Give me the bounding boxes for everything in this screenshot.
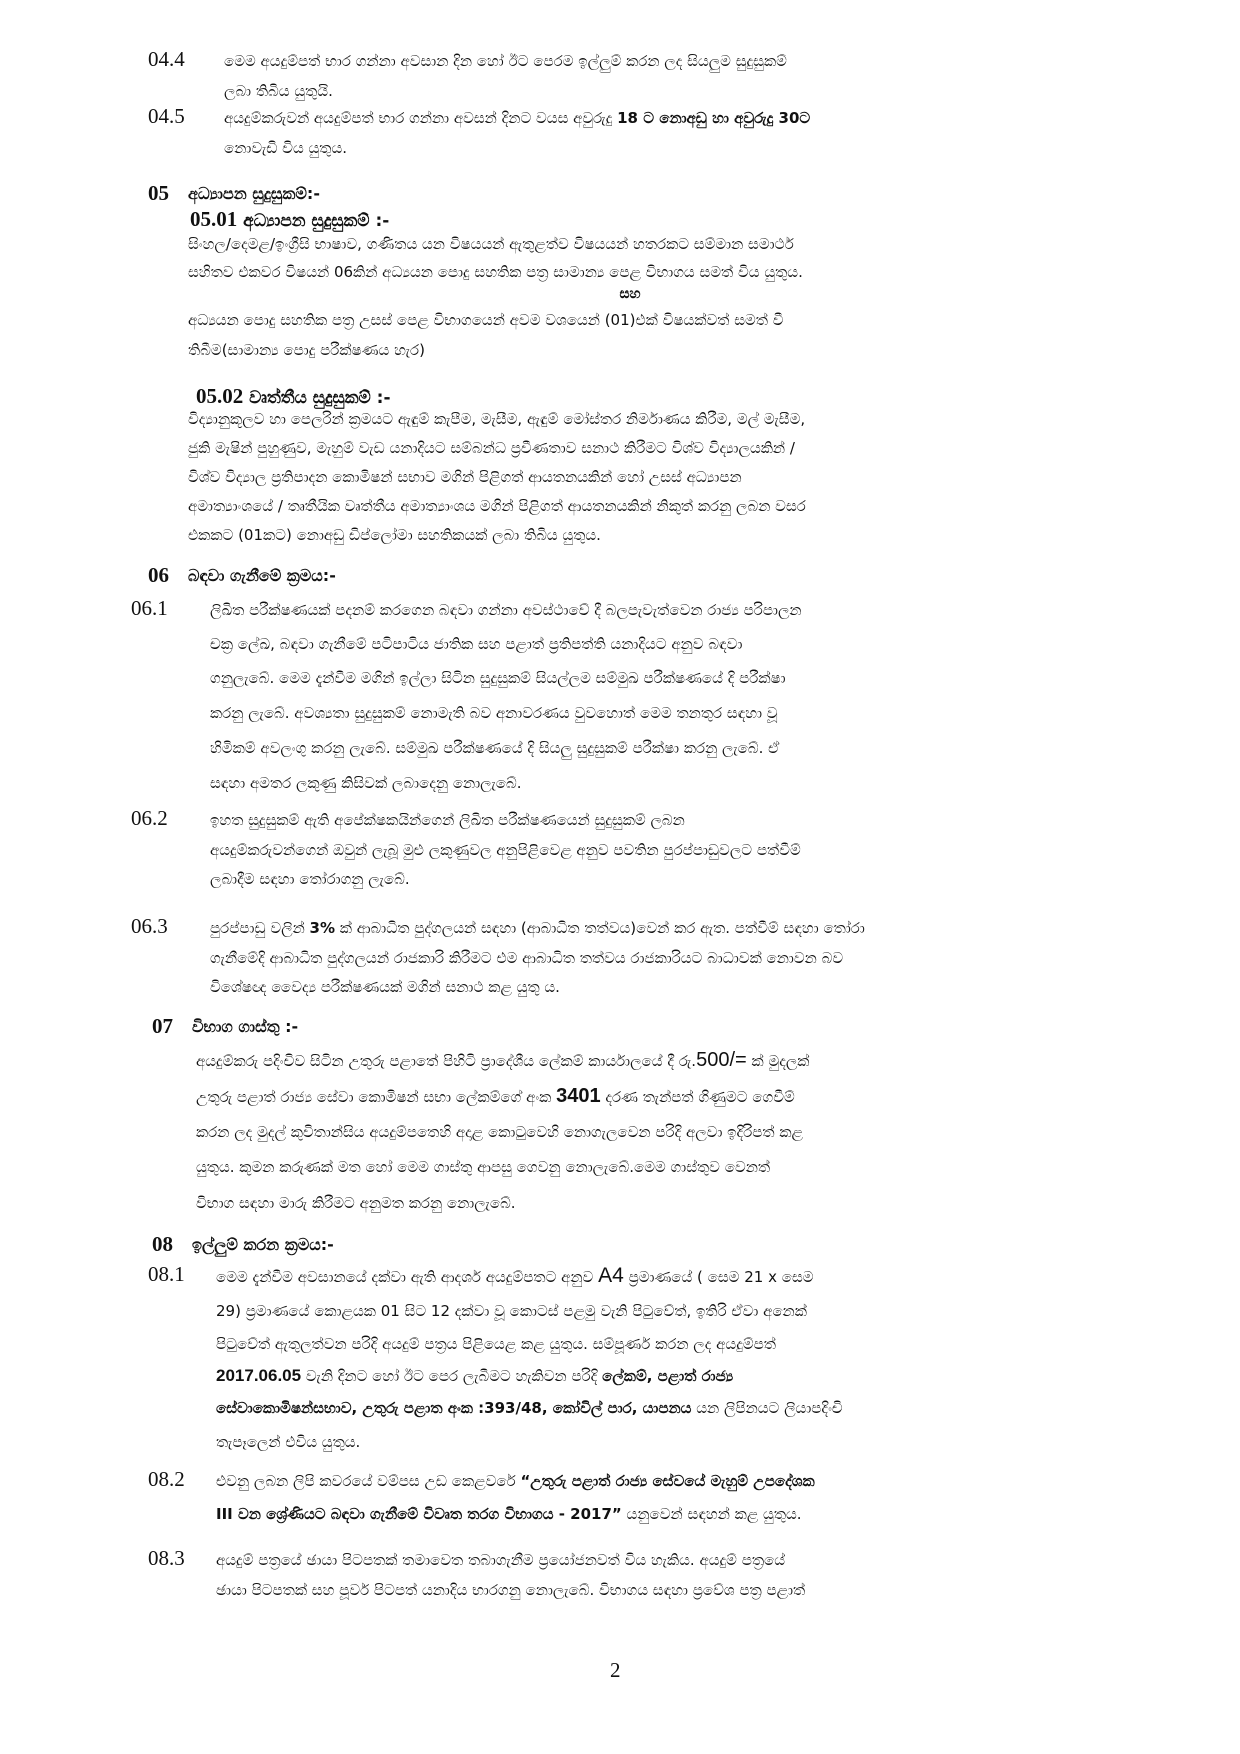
text-run: යනුවෙන් සඳහන් කළ යුතුය. — [621, 1505, 802, 1523]
section-title: බඳවා ගැනීමේ ක්‍රමය:- — [188, 566, 336, 585]
subsection-number: 05.02 — [196, 384, 244, 408]
text-run: මෙම දැන්වීම අවසානයේ දක්වා ඇති ආදර්ශ අයදුම්පතට අනුව — [216, 1268, 599, 1286]
paragraph-06-2-line: අයදුම්කරුවන්ගෙන් ඔවුන් ලැබූ මුළු ලකුණුවල අනුපිළිවෙළ අනුව පවතින පුරප්පාඩුවලට පත්වීම් — [210, 841, 801, 859]
account-number: 3401 — [556, 1085, 601, 1107]
bold-address: සේවාකොමිෂන්සභාව, උතුරු පළාත අංක :393/48, කෝවිල් පාර, යාපනය — [216, 1399, 692, 1417]
paragraph-06-1-line: හිමිකම් අවලංගු කරනු ලැබේ. සම්මුඛ පරීක්ෂණයේ දි සියලු සුදුසුකම් පරීක්ෂා කරනු ලැබේ. ඒ — [210, 739, 780, 757]
envelope-title: “උතුරු පළාත් රාජ්‍ය සේවයේ මැහුම් උපදේශක — [520, 1472, 815, 1490]
paragraph-06-3-line: ගැනීමේදි ආබාධිත පුද්ගලයන් රාජකාරි කිරීමට එම ආබාධිත තත්වය රාජකාරියට බාධාවක් නොවන බව — [210, 949, 844, 967]
paragraph-number: 06.1 — [131, 596, 168, 620]
paragraph-number: 08.3 — [148, 1546, 185, 1570]
exam-fee-line — [196, 1046, 1086, 1075]
paragraph-08-1-line — [216, 1394, 1086, 1422]
education-line: සිංහල/දෙමළ/ඉංග්‍රීසි භාෂාව, ගණිතය යන විෂයයන් ඇතුළත්ව විෂයයන් හතරකට සම්මාන සමාර්ථ — [188, 235, 794, 253]
section-number: 06 — [148, 563, 169, 587]
text-run: අයදුම්කරු පදිංචිව සිටින උතුරු පළාතේ පිහිටි ප්‍රාදේශීය ලේකම් කාර්යාලයේ දී රු. — [196, 1052, 697, 1070]
text-run: උතුරු පළාත් රාජ්‍ය සේවා කොමිෂන් සභා ලේකම්ගේ අංක — [196, 1088, 557, 1106]
paragraph-06-3-line — [210, 914, 1086, 942]
vocational-line: අමාත්‍යාංශයේ / තෘතීයික වෘත්තීය අමාත්‍යාංශය මගින් පිළිගත් ආයතනයකින් නිකුත් කරනු ලබන වසර — [188, 497, 806, 515]
paragraph-08-2-line — [216, 1467, 1086, 1495]
paragraph-number: 06.3 — [131, 914, 168, 938]
paragraph-04-5-line: නොවැඩි විය යුතුය. — [224, 139, 348, 157]
paragraph-08-1-line: තැපෑලෙන් එවිය යුතුය. — [216, 1433, 361, 1451]
paragraph-08-1-line — [216, 1262, 1086, 1291]
paragraph-06-1-line: සඳහා අමතර ලකුණු කිසිවක් ලබාදෙනු නොලැබේ. — [210, 774, 522, 792]
paragraph-08-2-line — [216, 1500, 1086, 1528]
section-number: 05 — [148, 181, 169, 205]
paragraph-06-1-line: ලිඛිත පරීක්ෂණයක් පදනම් කරගෙන බඳවා ගන්නා අවස්ථාවේ දී බලපැවැත්වෙන රාජ්‍ය පරිපාලන — [210, 601, 802, 619]
vocational-line: එකකට (01කට) නොඅඩු ඩිප්ලෝමා සහතිකයක් ලබා තිබිය යුතුය. — [188, 526, 601, 544]
paragraph-06-2-line: ඉහත සුදුසුකම් ඇති අපේක්ෂකයින්ගෙන් ලිඛිත පරීක්ෂණයෙන් සුදුසුකම් ලබන — [210, 811, 685, 829]
paragraph-08-3-line: අයදුම් පත්‍රයේ ඡායා පිටපතක් තමාවෙත තබාගැනීම ප්‍රයෝජනවත් විය හැකිය. අයදුම් පත්‍රයේ — [216, 1551, 786, 1569]
education-line: තිබීම(සාමාන්‍ය පොදු පරීක්ෂණය හැර) — [188, 341, 425, 359]
bold-address: ලේකම්, පළාත් රාජ්‍ය — [602, 1367, 734, 1385]
and-connector: සහ — [619, 286, 641, 302]
bold-age-limit: 18 ට නොඅඩු හා අවුරුදු 30ට — [617, 109, 811, 127]
fee-amount: 500/= — [696, 1049, 747, 1071]
exam-fee-line — [196, 1082, 1086, 1111]
paragraph-04-4-line: මෙම අයදුම්පත් භාර ගන්නා අවසාන දින හෝ ඊට පෙරම ඉල්ලුම් කරන ලද සියලුම සුදුසුකම් — [224, 52, 787, 70]
paragraph-08-1-line: පිටුවේත් ඇතුලත්වන පරිදි අයදුම් පත්‍රය පිළියෙළ කළ යුතුය. සම්පූර්ණ කරන ලද අයදුම්පත් — [216, 1335, 776, 1353]
paragraph-number: 04.4 — [148, 47, 185, 71]
envelope-title: III වන ශ්‍රේණියට බඳවා ගැනීමේ විවෘත තරග විභාගය - 2017” — [216, 1505, 622, 1523]
section-title: අධ්‍යාපන සුදුසුකම්:- — [188, 184, 320, 203]
paragraph-08-1-line: 29) ප්‍රමාණයේ කොළයක 01 සිට 12 දක්වා වූ කොටස් පළමු වැනි පිටුවේත්, ඉතිරි ඒවා අනෙක් — [216, 1302, 807, 1320]
education-line: අධ්‍යයන පොදු සහතික පත්‍ර උසස් පෙළ විභාගයෙන් අවම වශයෙන් (01)එක් විෂයක්වත් සමත් වී — [188, 311, 784, 329]
text-run: වැනි දිනට හෝ ඊට පෙර ලැබීමට හැකිවන පරිදි — [301, 1367, 603, 1385]
text-run: ක් ආබාධිත පුද්ගලයන් සඳහා (ආබාධිත තත්වය)වෙන් කර ඇත. පත්වීම් සඳහා තෝරා — [335, 919, 865, 937]
text-run: දරණ තැන්පත් ගිණුමට ගෙවීම් — [600, 1088, 795, 1106]
page-number: 2 — [610, 1658, 621, 1682]
paragraph-06-2-line: ලබාදීම සඳහා තෝරාගනු ලැබේ. — [210, 870, 410, 888]
exam-fee-line: යුතුය. කුමන කරුණක් මත හෝ මෙම ගාස්තු ආපසු ගෙවනු නොලැබේ.මෙම ගාස්තුව වෙනත් — [196, 1158, 771, 1176]
subsection-label: අධ්‍යාපන සුදුසුකම් :- — [243, 211, 390, 231]
subsection-label: වෘත්තීය සුදුසුකම් :- — [249, 388, 391, 408]
paragraph-06-3-line: විශේෂඥ වෛද්‍ය පරීක්ෂණයක් මගින් සනාථ කළ යුතු ය. — [210, 978, 560, 996]
paragraph-08-3-line: ඡායා පිටපතක් සහ පූර්ව පිටපත් යනාදිය භාරගනු නොලැබේ. විභාගය සඳහා ප්‍රවේශ පත්‍ර පළාත් — [216, 1581, 806, 1599]
vocational-line: විද්‍යානුකූලව හා පෙලරින් ක්‍රමයට ඇඳුම් කැපීම, මැසීම, ඇඳුම් මෝස්තර නිර්මාණය කිරීම, මල් මැසීම, — [188, 410, 806, 428]
paragraph-04-5-line — [224, 104, 1086, 132]
education-line: සහිතව එකවර විෂයන් 06කින් අධ්‍යයන පොදු සහතික පත්‍ර සාමාන්‍ය පෙළ විභාගය සමත් විය යුතුය. — [188, 263, 803, 281]
paper-size: A4 — [598, 1264, 624, 1287]
exam-fee-line: විභාග සඳහා මාරු කිරීමට අනුමත කරනු නොලැබේ. — [196, 1194, 516, 1212]
text-run: පුරප්පාඩු වලින් — [210, 919, 310, 937]
paragraph-number: 06.2 — [131, 806, 168, 830]
paragraph-06-1-line: ගනුලැබේ. මෙම දැන්වීම මගින් ඉල්ලා සිටින සුදුසුකම් සියල්ලම සම්මුඛ පරීක්ෂණයේ දි පරීක්ෂා — [210, 669, 786, 687]
paragraph-08-1-line — [216, 1362, 1086, 1390]
paragraph-number: 08.1 — [148, 1262, 185, 1286]
subsection-title — [190, 207, 389, 232]
text-run: එවනු ලබන ලිපි කවරයේ වම්පස උඩ කෙළවරේ — [216, 1472, 521, 1490]
section-title: ඉල්ලුම් කරන ක්‍රමය:- — [192, 1235, 334, 1254]
subsection-number: 05.01 — [190, 207, 238, 231]
vocational-line: විශ්ව විද්‍යාල ප්‍රතිපාදන කොමිෂන් සභාව මගින් පිළිගත් ආයතනයකින් හෝ උසස් අධ්‍යාපන — [188, 468, 742, 486]
paragraph-06-1-line: කරනු ලැබේ. අවශ්‍යතා සුදුසුකම් නොමැති බව අනාවරණය වුවහොත් මෙම තනතුර සඳහා වූ — [210, 704, 778, 722]
paragraph-04-4-line: ලබා තිබිය යුතුයි. — [224, 82, 333, 100]
text-run: ක් මුදලක් — [746, 1052, 810, 1070]
bold-percentage: 3% — [309, 919, 335, 937]
exam-fee-line: කරන ලද මුදල් කුවිතාන්සිය අයදුම්පතෙහි අදාළ කොටුවෙහි නොගැලවෙන පරිදි අලවා ඉදිරිපත් කළ — [196, 1123, 804, 1141]
paragraph-06-1-line: චක්‍ර ලේඛ, බඳවා ගැනීමේ පටිපාටිය ජාතික සහ පළාත් ප්‍රතිපත්ති යනාදියට අනුව බඳවා — [210, 635, 743, 653]
section-number: 08 — [152, 1232, 173, 1256]
text-run: යන ලිපිනයට ලියාපදිංචි — [691, 1399, 843, 1417]
section-number: 07 — [152, 1014, 173, 1038]
text-run: අයදුම්කරුවන් අයදුම්පත් භාර ගන්නා අවසන් දිනට වයස අවුරුදු — [224, 109, 618, 127]
closing-date: 2017.06.05 — [216, 1366, 302, 1385]
section-title: විභාග ගාස්තු :- — [192, 1017, 299, 1036]
text-run: ප්‍රමාණයේ ( සෙම 21 x සෙම — [623, 1268, 814, 1286]
paragraph-number: 04.5 — [148, 104, 185, 128]
paragraph-number: 08.2 — [148, 1467, 185, 1491]
vocational-line: ජුකි මැෂින් පුහුණුව, මැහුම් වැඩ යනාදියට සම්බන්ධ ප්‍රවීණතාව සනාථ කිරීමට විශ්ව විද්‍යාලයකින් / — [188, 439, 795, 457]
